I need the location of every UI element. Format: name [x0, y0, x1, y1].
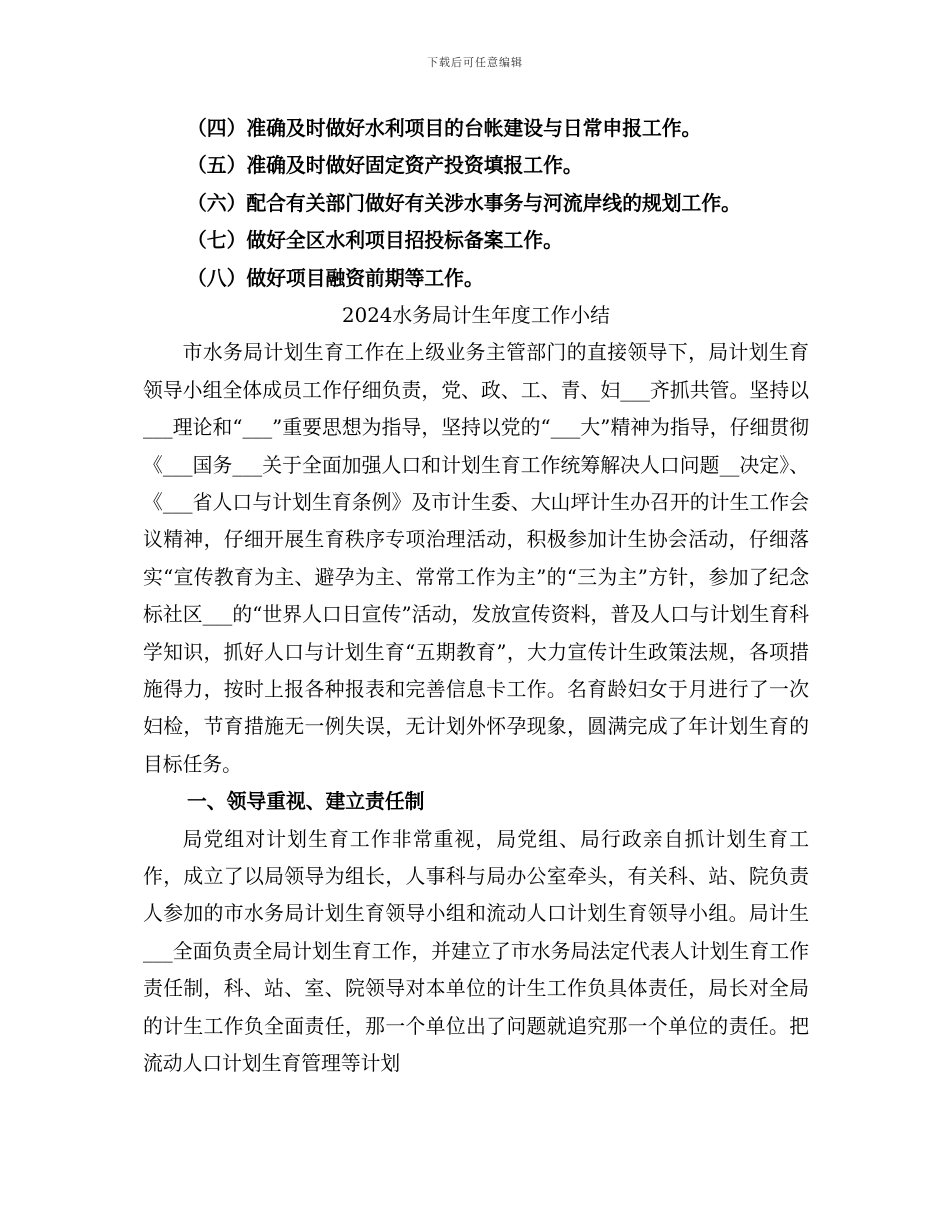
- paragraph-leadership: [143, 821, 809, 1083]
- list-item-4: （四）准确及时做好水利项目的台帐建设与日常申报工作。: [187, 116, 702, 140]
- section-heading-1: 一、领导重视、建立责任制: [187, 789, 425, 814]
- document-title: 2024水务局计生年度工作小结: [342, 303, 610, 327]
- list-item-6: （六）配合有关部门做好有关涉水事务与河流岸线的规划工作。: [187, 190, 741, 215]
- document-body: [143, 110, 809, 1082]
- paragraph-intro-text: 市水务局计划生育工作在上级业务主管部门的直接领导下，局计划生育领导小组全体成员工作仔细负责，党、政、工、青、妇___齐抓共管。坚持以___理论和“___”重要思想为指导，坚持以党的“___大”精神为指导，仔细贯彻《___国务___关于全面加强人口和计划生育工作统筹解决人口问题__决定》、《___省人口与计划生育条例》及市计生委、大山坪计生办召开的计生工作会议精神，仔细开展生育秩序专项治理活动，积极参加计生协会活动，仔细落实“宣传教育为主、避孕为主、常常工作为主”的“三为主”方针，参加了纪念标社区___的“世界人口日宣传”活动，发放宣传资料，普及人口与计划生育科学知识，抓好人口与计划生育“五期教育”，大力宣传计生政策法规，各项措施得力，按时上报各种报表和完善信息卡工作。名育龄妇女于月进行了一次妇检，节育措施无一例失误，无计划外怀孕现象，圆满完成了年计划生育的目标任务。: [143, 341, 809, 776]
- paragraph-intro: [143, 334, 809, 783]
- list-item-5: （五）准确及时做好固定资产投资填报工作。: [187, 153, 583, 178]
- paragraph-leadership-text: 局党组对计划生育工作非常重视，局党组、局行政亲自抓计划生育工作，成立了以局领导为组长，人事科与局办公室牵头，有关科、站、院负责人参加的市水务局计划生育领导小组和流动人口计划生育领导小组。局计生___全面负责全局计划生育工作，并建立了市水务局法定代表人计划生育工作责任制，科、站、室、院领导对本单位的计生工作负具体责任，局长对全局的计生工作负全面责任，那一个单位出了问题就追究那一个单位的责任。把流动人口计划生育管理等计划: [143, 827, 809, 1076]
- page-header: 下载后可任意编辑: [427, 56, 523, 69]
- list-item-7: （七）做好全区水利项目招投标备案工作。: [187, 228, 563, 253]
- list-item-8: （八）做好项目融资前期等工作。: [187, 265, 484, 290]
